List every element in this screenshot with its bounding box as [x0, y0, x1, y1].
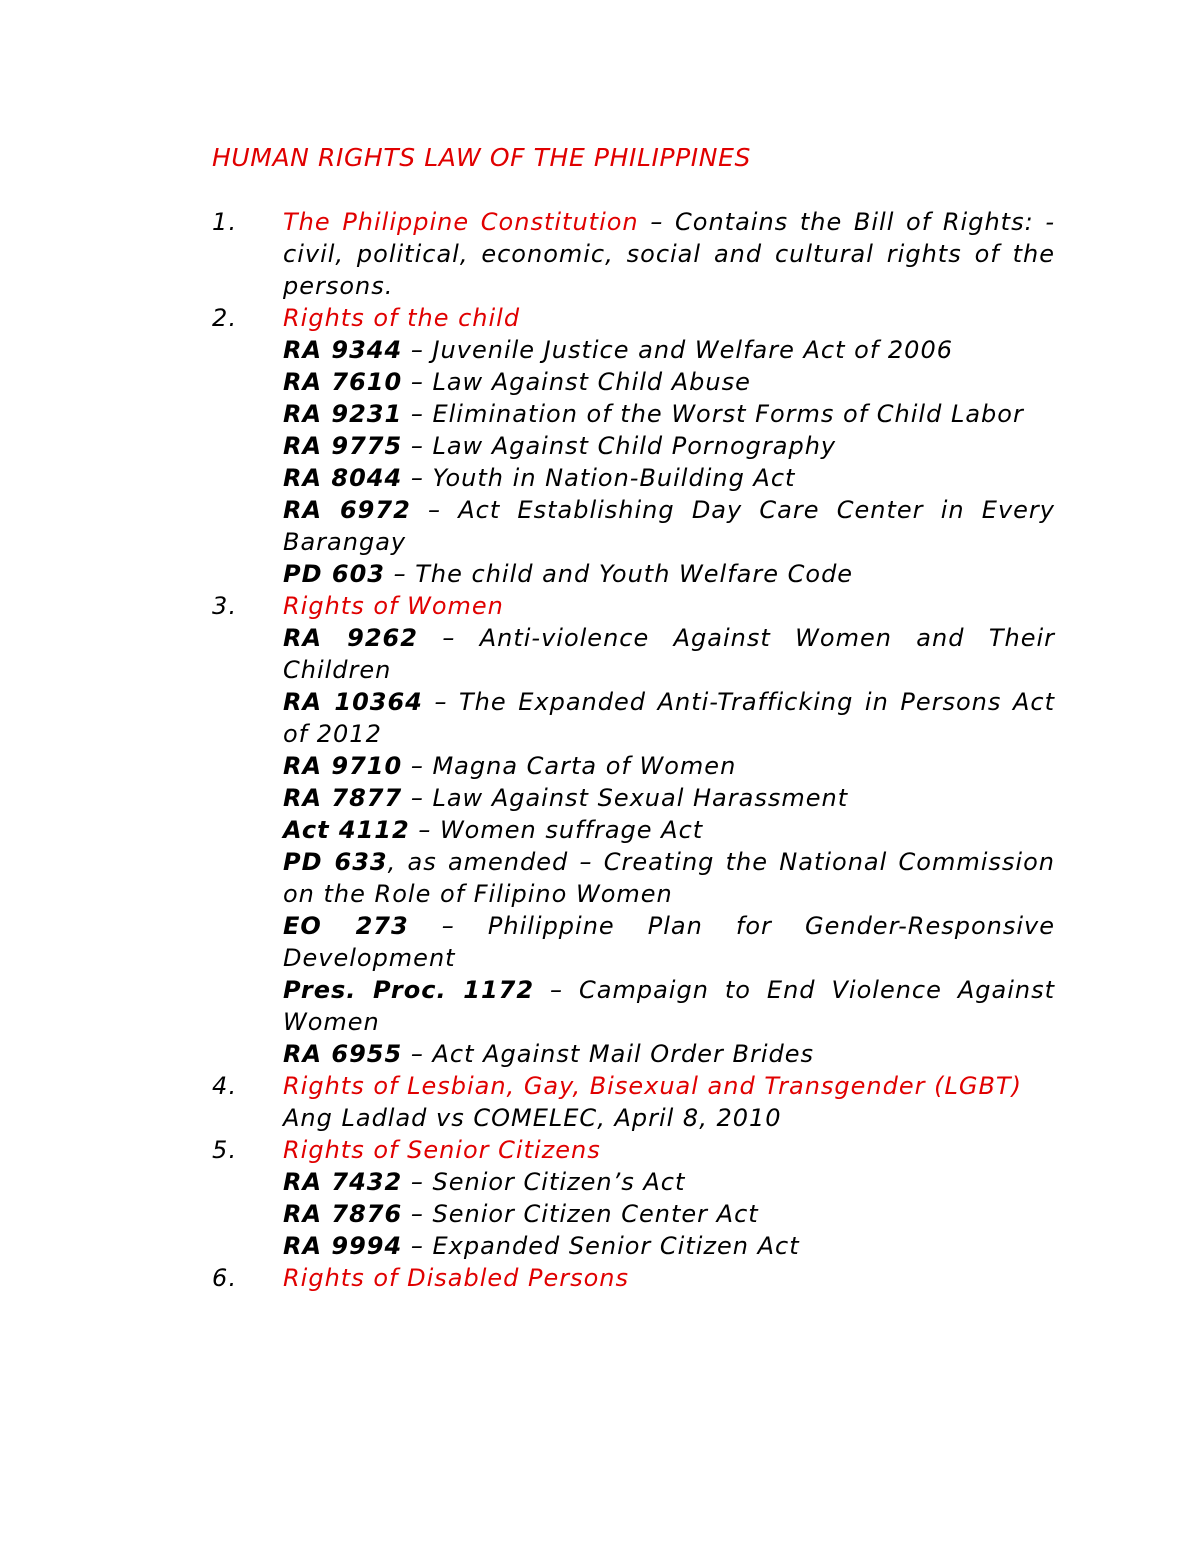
item-heading-line	[283, 302, 1055, 334]
item-number: 5.	[212, 1136, 238, 1164]
item-heading: Rights of Senior Citizens	[283, 1136, 601, 1164]
law-entry	[283, 814, 1055, 846]
law-entry	[283, 366, 1055, 398]
item-heading: The Philippine Constitution	[283, 208, 639, 236]
item-number: 2.	[212, 304, 238, 332]
law-description: , as amended – Creating the National Commission on the Role of Filipino Women	[283, 848, 1055, 908]
law-code: RA 9344	[283, 336, 403, 364]
law-code: PD 633	[283, 848, 388, 876]
law-entry	[283, 398, 1055, 430]
law-entry	[283, 1166, 1055, 1198]
law-entry	[283, 462, 1055, 494]
list-item	[212, 206, 1055, 302]
law-code: RA 10364	[283, 688, 423, 716]
item-number: 3.	[212, 592, 238, 620]
law-description: Ang Ladlad vs COMELEC, April 8, 2010	[283, 1104, 782, 1132]
law-entry	[283, 1198, 1055, 1230]
law-entry	[283, 1230, 1055, 1262]
law-code: RA 9775	[283, 432, 403, 460]
law-description: – Law Against Sexual Harassment	[402, 784, 849, 812]
item-number: 6.	[212, 1264, 238, 1292]
list-item	[212, 1070, 1055, 1134]
law-description: – Youth in Nation-Building Act	[402, 464, 796, 492]
item-heading-line	[283, 1134, 1055, 1166]
law-code: RA 7432	[283, 1168, 403, 1196]
law-code: RA 9710	[283, 752, 403, 780]
law-description: – The Expanded Anti-Trafficking in Persons Act of 2012	[283, 688, 1055, 748]
law-code: RA 9994	[283, 1232, 403, 1260]
law-code: PD 603	[283, 560, 385, 588]
law-description: – Senior Citizen’s Act	[402, 1168, 686, 1196]
law-entry	[283, 1038, 1055, 1070]
item-number: 4.	[212, 1072, 238, 1100]
law-description: – Law Against Child Pornography	[402, 432, 837, 460]
law-code: RA 7876	[283, 1200, 403, 1228]
law-code: RA 7610	[283, 368, 403, 396]
law-description: – Philippine Plan for Gender-Responsive Development	[283, 912, 1056, 972]
law-entry	[283, 622, 1055, 686]
item-heading-line	[283, 1070, 1055, 1102]
law-entry	[283, 1102, 1055, 1134]
item-heading: Rights of Women	[283, 592, 504, 620]
law-description: – Act Against Mail Order Brides	[402, 1040, 815, 1068]
list-item	[212, 590, 1055, 1070]
item-heading-line	[283, 1262, 1055, 1294]
law-entry	[283, 686, 1055, 750]
list-item	[212, 302, 1055, 590]
law-code: RA 6972	[283, 496, 411, 524]
law-code: RA 9262	[283, 624, 418, 652]
item-heading: Rights of the child	[283, 304, 521, 332]
law-description: – Senior Citizen Center Act	[402, 1200, 759, 1228]
item-heading: Rights of Disabled Persons	[283, 1264, 629, 1292]
item-number: 1.	[212, 208, 238, 236]
law-code: Act 4112	[283, 816, 410, 844]
law-description: – Act Establishing Day Care Center in Every Barangay	[283, 496, 1055, 556]
law-description: – Elimination of the Worst Forms of Child Labor	[402, 400, 1024, 428]
law-description: – Law Against Child Abuse	[402, 368, 751, 396]
item-heading-line	[283, 590, 1055, 622]
list-item	[212, 1134, 1055, 1262]
item-heading-description: – Contains the Bill of Rights: - civil, political, economic, social and cultural rights of the persons.	[283, 208, 1055, 300]
law-entry	[283, 750, 1055, 782]
item-heading-line	[283, 206, 1055, 302]
law-description: – The child and Youth Welfare Code	[384, 560, 854, 588]
law-code: RA 8044	[283, 464, 403, 492]
law-entry	[283, 430, 1055, 462]
law-code: EO 273	[283, 912, 409, 940]
document-page	[212, 140, 1055, 1294]
law-description: – Women suffrage Act	[409, 816, 704, 844]
law-code: RA 9231	[283, 400, 403, 428]
law-description: – Anti-violence Against Women and Their Children	[283, 624, 1056, 684]
law-description: – Magna Carta of Women	[402, 752, 737, 780]
law-entry	[283, 910, 1055, 974]
law-description: – Campaign to End Violence Against Women	[283, 976, 1055, 1036]
law-entry	[283, 494, 1055, 558]
law-entry	[283, 558, 1055, 590]
law-description: – Juvenile Justice and Welfare Act of 2006	[402, 336, 953, 364]
law-entry	[283, 974, 1055, 1038]
law-entry	[283, 782, 1055, 814]
document-title: HUMAN RIGHTS LAW OF THE PHILIPPINES	[212, 143, 751, 172]
law-description: – Expanded Senior Citizen Act	[402, 1232, 800, 1260]
law-entry	[283, 334, 1055, 366]
law-entry	[283, 846, 1055, 910]
law-code: RA 6955	[283, 1040, 403, 1068]
item-heading: Rights of Lesbian, Gay, Bisexual and Transgender (LGBT)	[283, 1072, 1022, 1100]
law-code: Pres. Proc. 1172	[283, 976, 535, 1004]
rights-list	[212, 206, 1055, 1294]
law-code: RA 7877	[283, 784, 403, 812]
list-item	[212, 1262, 1055, 1294]
